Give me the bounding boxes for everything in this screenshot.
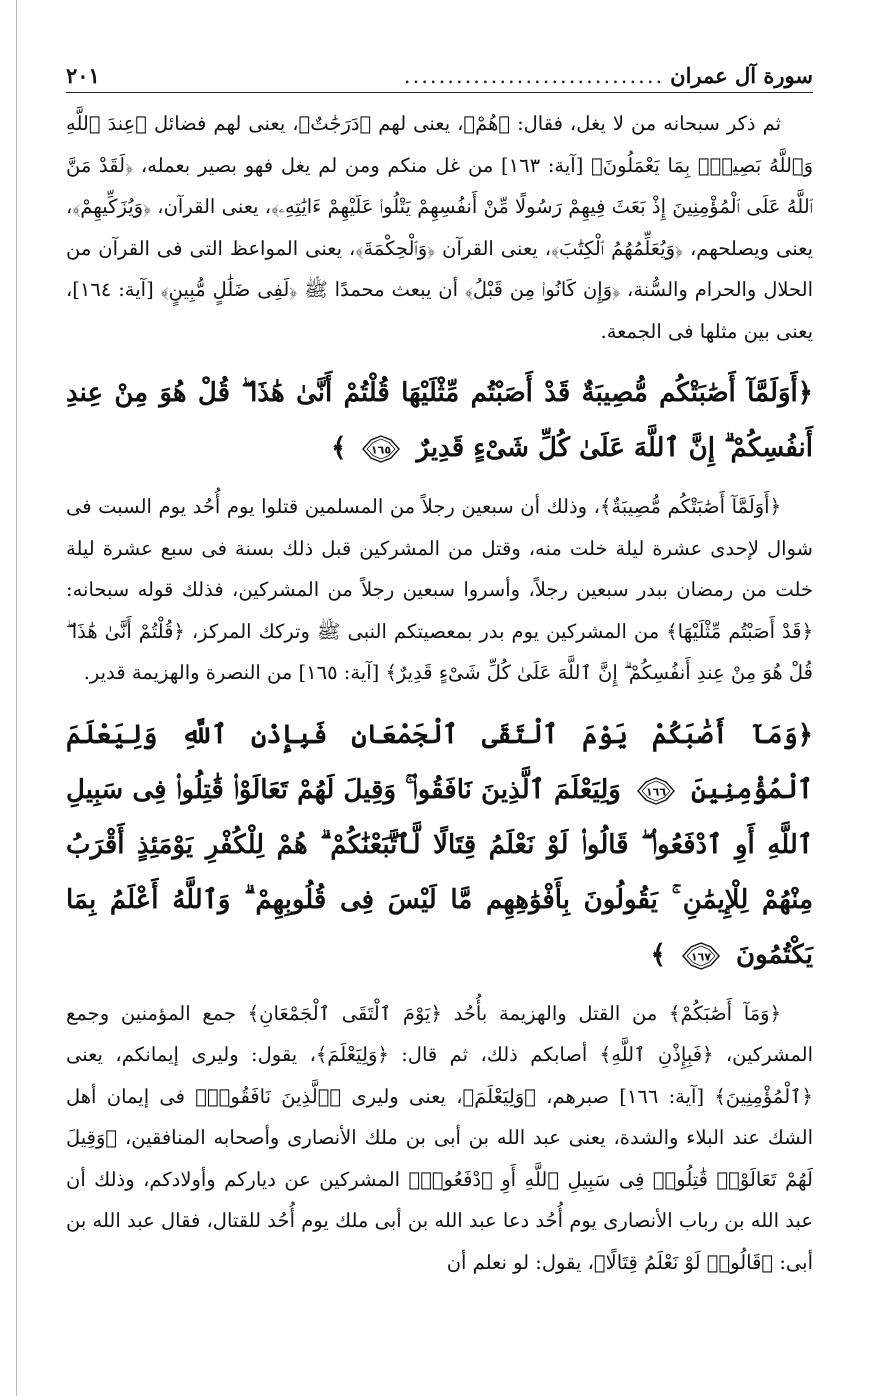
verse-165-close: ﴾ (331, 433, 347, 463)
commentary-paragraph-3: ﴿وَمَآ أَصَٰبَكُمْ﴾ من القتل والهزيمة بأُحُد ﴿يَوْمَ ٱلْتَقَى ٱلْجَمْعَانِ﴾ جمع المؤمنين وجمع المشركين، ﴿فَبِإِذْنِ ٱللَّهِ﴾ أصابكم ذلك، ثم قال: ﴿وَلِيَعْلَمَ﴾، يقول: وليرى إيمانكم، يعنى ﴿ٱلْمُؤْمِنِينَ﴾ [آية: ١٦٦] صبرهم، ﴿وَلِيَعْلَمَ﴾، يعنى وليرى ﴿ٱلَّذِينَ نَافَقُوا۟﴾ فى إيمان أهل الشك عند البلاء والشدة، يعنى عبد الله بن أبى بن ملك الأنصارى وأصحابه المنافقين، ﴿وَقِيلَ لَهُمْ تَعَالَوْا۟ قَٰتِلُوا۟ فِى سَبِيلِ ٱللَّهِ أَوِ ٱدْفَعُوا۟﴾ المشركين عن دياركم وأولادكم، وذلك أن عبد الله بن رباب الأنصارى يوم أُحُد دعا عبد الله بن أبى ملك يوم أُحُد للقتال، فقال عبد الله بن أبى: ﴿قَالُوا۟ لَوْ نَعْلَمُ قِتَالًا﴾، يقول: لو نعلم أن (66, 1001, 813, 1274)
header-dot-leader: .............................. (403, 64, 665, 88)
ayah-ornament-icon (636, 776, 676, 806)
verse-167-text: وَلِيَعْلَمَ ٱلَّذِينَ نَافَقُوا۟ ۚ وَقِيلَ لَهُمْ تَعَالَوْا۟ قَٰتِلُوا۟ فِى سَبِيلِ ٱللَّهِ أَوِ ٱدْفَعُوا۟ ۖ قَالُوا۟ لَوْ نَعْلَمُ قِتَالًا لَّٱتَّبَعْنَٰكُمْ ۗ هُمْ لِلْكُفْرِ يَوْمَئِذٍ أَقْرَبُ مِنْهُمْ لِلْإِيمَٰنِ ۚ يَقُولُونَ بِأَفْوَٰهِهِم مَّا لَيْسَ فِى قُلُوبِهِمْ ۗ وَٱللَّهُ أَعْلَمُ بِمَا يَكْتُمُونَ (66, 774, 813, 970)
ayah-ornament-icon (681, 941, 721, 971)
ayah-167-number: ١٦٧ (690, 950, 712, 963)
header-title-group (404, 63, 813, 88)
quran-verse-166-167 (66, 708, 813, 983)
ayah-166-number: ١٦٦ (645, 785, 667, 798)
ayah-number-marker (361, 434, 401, 464)
quran-verse-165 (66, 366, 813, 476)
commentary-block-3 (66, 993, 813, 1284)
ayah-number-marker (681, 941, 721, 971)
commentary-paragraph-2: ﴿أَوَلَمَّآ أَصَٰبَتْكُم مُّصِيبَةٌ﴾، وذلك أن سبعين رجلاً من المسلمين قتلوا يوم أُحُد يوم السبت فى شوال لإحدى عشرة ليلة خلت منه، وقتل من المشركين قبل ذلك بسنة فى سبع عشرة ليلة خلت من رمضان ببدر سبعين رجلاً، وأسروا سبعين رجلاً من المشركين، فذلك قوله سبحانه: ﴿قَدْ أَصَبْتُم مِّثْلَيْهَا﴾ من المشركين يوم بدر بمعصيتكم النبى ﷺ وتركك المركز، ﴿قُلْتُمْ أَنَّىٰ هَٰذَا ۖ قُلْ هُوَ مِنْ عِندِ أَنفُسِكُمْ ۗ إِنَّ ٱللَّهَ عَلَىٰ كُلِّ شَىْءٍ قَدِيرٌ﴾ [آية: ١٦٥] من النصرة والهزيمة قدير. (66, 495, 813, 684)
ayah-ornament-icon (361, 434, 401, 464)
commentary-paragraph-1: ثم ذكر سبحانه من لا يغل، فقال: ﴿هُمْ﴾، يعنى لهم ﴿دَرَجَٰتٌ﴾، يعنى لهم فضائل ﴿عِندَ ٱللَّهِ وَٱللَّهُ بَصِيرٌۢ بِمَا يَعْمَلُونَ﴾ [آية: ١٦٣] من غل منكم ومن لم يغل فهو بصير بعمله، ﴿لَقَدْ مَنَّ ٱللَّهُ عَلَى ٱلْمُؤْمِنِينَ إِذْ بَعَثَ فِيهِمْ رَسُولًا مِّنْ أَنفُسِهِمْ يَتْلُوا۟ عَلَيْهِمْ ءَايَٰتِهِۦ﴾، يعنى القرآن، ﴿وَيُزَكِّيهِمْ﴾، يعنى ويصلحهم، ﴿وَيُعَلِّمُهُمُ ٱلْكِتَٰبَ﴾، يعنى القرآن ﴿وَٱلْحِكْمَةَ﴾، يعنى المواعظ التى فى القرآن من الحلال والحرام والسُّنة، ﴿وَإِن كَانُوا۟ مِن قَبْلُ﴾ أن يبعث محمدًا ﷺ ﴿لَفِى ضَلَٰلٍ مُّبِينٍ﴾ [آية: ١٦٤]، يعنى بين مثلها فى الجمعة. (66, 112, 813, 343)
commentary-block-1 (66, 103, 813, 352)
surah-title: سورة آل عمران (670, 63, 813, 88)
verse-167-close: ﴾ (650, 939, 666, 970)
page-number: ٢٠١ (66, 63, 100, 88)
ayah-165-number: ١٦٥ (371, 443, 392, 457)
verse-166-text: ﴿وَمَآ أَصَٰبَكُمْ يَوْمَ ٱلْتَقَى ٱلْجَمْعَانِ فَبِإِذْنِ ٱللَّهِ وَلِيَعْلَمَ ٱلْمُؤْمِنِينَ (66, 719, 813, 805)
commentary-block-2 (66, 486, 813, 694)
verse-165-text: ﴿أَوَلَمَّآ أَصَٰبَتْكُم مُّصِيبَةٌ قَدْ أَصَبْتُم مِّثْلَيْهَا قُلْتُمْ أَنَّىٰ هَٰذَا ۖ قُلْ هُوَ مِنْ عِندِ أَنفُسِكُمْ ۗ إِنَّ ٱللَّهَ عَلَىٰ كُلِّ شَىْءٍ قَدِيرٌ (66, 378, 813, 463)
ayah-number-marker (636, 776, 676, 806)
running-header (66, 52, 813, 93)
